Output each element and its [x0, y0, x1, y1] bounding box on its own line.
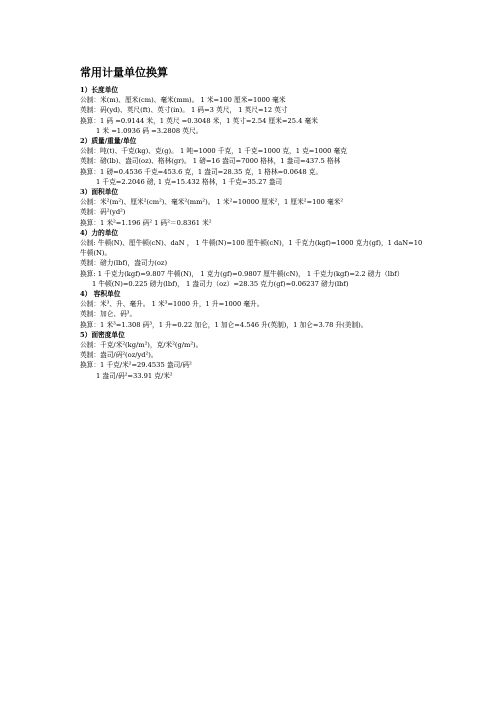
area-imperial-line: 英制：码²(yd²): [80, 208, 126, 217]
force-imperial-line: 英制：磅力(lbf)，盎司力(oz): [80, 259, 168, 268]
volume-metric-line: 公制：米³、升、毫升。 1 米³=1000 升，1 升=1000 毫升。: [80, 300, 264, 309]
volume-imperial-line: 英制：加仑、码³。: [80, 310, 137, 319]
volume-conversion-line: 换算：1 米³=1.308 码³，1 升=0.22 加仑，1 加仑=4.546 升(英制)，1 加仑=3.78 升(美制)。: [80, 320, 368, 329]
force-conversion-line: 换算: 1 千克力(kgf)=9.807 牛顿(N)， 1 克力(gf)=0.9807 厘牛顿(cN)， 1 千克力(kgf)=2.2 磅力（lbf）: [80, 269, 404, 278]
length-imperial-line: 英制：码(yd)、英尺(ft)、英寸(in)。 1 码=3 英尺， 1 英尺=12 英寸: [80, 106, 288, 115]
section-heading-mass: 2）质量/重量/单位: [80, 137, 137, 146]
section-heading-density: 5）面密度单位: [80, 330, 125, 339]
force-conversion-line-2: 1 牛顿(N)=0.225 磅力(lbf)， 1 盎司力（oz）=28.35 克力(gf)=0.06237 磅力(lbf): [92, 279, 349, 288]
density-metric-line: 公制：千克/米²(kg/m²)，克/米²(g/m²)。: [80, 341, 203, 350]
section-heading-length: 1）长度单位: [80, 86, 119, 94]
page-title: 常用计量单位换算: [80, 66, 168, 79]
length-conversion-line: 换算：1 码 =0.9144 米，1 英尺 =0.3048 米，1 英寸=2.54 厘米=25.4 毫米: [80, 116, 318, 125]
section-heading-area: 3）面积单位: [80, 188, 119, 197]
mass-metric-line: 公制：吨(t)、千克(kg)、克(g)。 1 吨=1000 千克，1 千克=1000 克，1 克=1000 毫克: [80, 147, 347, 156]
section-heading-force: 4）力的单位: [80, 228, 119, 237]
length-metric-line: 公制：米(m)、厘米(cm)、毫米(mm)。 1 米=100 厘米=1000 毫米: [80, 96, 286, 105]
mass-conversion-line-2: 1 千克=2.2046 磅, 1 克=15.432 格林，1 千克=35.27 盎司: [96, 177, 283, 186]
area-conversion-line: 换算：1 米²=1.196 码² 1 码²＝0.8361 米²: [80, 218, 212, 227]
force-metric-line: 公制: 牛顿(N)、厘牛顿(cN)、daN ， 1 牛顿(N)=100 厘牛顿(cN)，1 千克力(kgf)=1000 克力(gf)，1 daN=10 牛顿(N)。: [80, 239, 423, 258]
section-heading-volume: 4） 容积单位: [80, 290, 121, 299]
density-conversion-line: 换算：1 千克/米²=29.4535 盎司/码²: [80, 361, 192, 370]
length-conversion-line-2: 1 米 =1.0936 码 =3.2808 英尺。: [96, 126, 203, 135]
area-metric-line: 公制：米²(m²)、厘米²(cm²)、毫米²(mm²)。 1 米²=10000 厘米²，1 厘米²=100 毫米²: [80, 198, 344, 207]
mass-conversion-line: 换算：1 磅=0.4536 千克=453.6 克，1 盎司=28.35 克，1 格林=0.0648 克。: [80, 167, 323, 176]
density-imperial-line: 英制：盎司/码²(oz/yd²)。: [80, 351, 158, 360]
density-conversion-line-2: 1 盎司/码²=33.91 克/米²: [96, 371, 173, 380]
document-body: [80, 85, 426, 381]
mass-imperial-line: 英制：磅(lb)、盎司(oz)、格林(gr)。 1 磅=16 盎司=7000 格林，1 盎司=437.5 格林: [80, 157, 341, 166]
